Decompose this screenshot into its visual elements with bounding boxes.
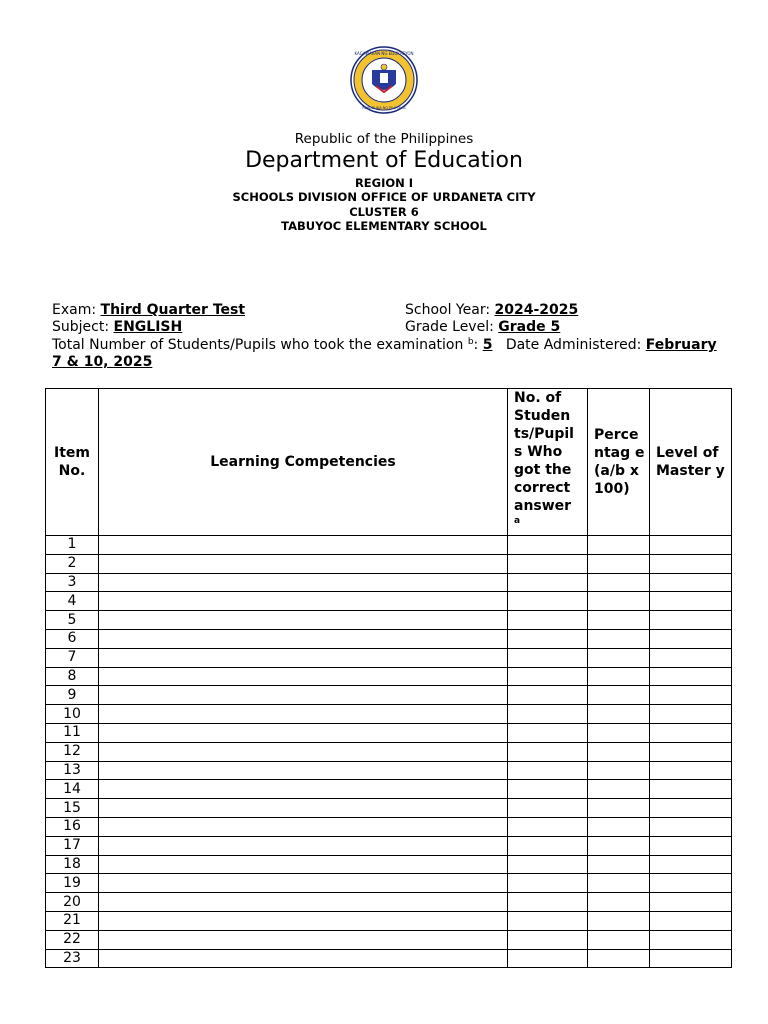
percentage-cell[interactable] [588,573,650,592]
item-number-cell: 2 [46,554,99,573]
mastery-level-cell[interactable] [650,629,732,648]
competency-cell[interactable] [99,536,508,555]
mastery-level-cell[interactable] [650,893,732,912]
mastery-level-cell[interactable] [650,780,732,799]
competency-cell[interactable] [99,799,508,818]
school-year-field [405,302,578,319]
table-row [46,799,732,818]
students-correct-cell[interactable] [508,536,588,555]
table-row [46,705,732,724]
table-row [46,611,732,630]
mastery-level-cell[interactable] [650,723,732,742]
date-administered-continuation [52,354,152,371]
percentage-cell[interactable] [588,723,650,742]
school-year-value: 2024-2025 [494,302,579,318]
percentage-cell[interactable] [588,592,650,611]
students-correct-cell[interactable] [508,611,588,630]
competency-table [45,388,732,968]
competency-cell[interactable] [99,817,508,836]
date-administered-label: Date Administered: [505,337,646,353]
subject-field [52,319,182,336]
percentage-cell[interactable] [588,554,650,573]
students-correct-cell[interactable] [508,723,588,742]
competency-cell[interactable] [99,629,508,648]
grade-level-label: Grade Level: [405,319,499,335]
table-row [46,648,732,667]
mastery-level-cell[interactable] [650,648,732,667]
cluster-heading: CLUSTER 6 [349,205,419,219]
table-row [46,723,732,742]
competency-cell[interactable] [99,686,508,705]
svg-text:KAGAWARAN NG EDUKASYON: KAGAWARAN NG EDUKASYON [354,51,414,56]
table-row [46,817,732,836]
competency-cell[interactable] [99,836,508,855]
students-correct-cell[interactable] [508,874,588,893]
exam-value: Third Quarter Test [100,302,246,318]
mastery-level-cell[interactable] [650,611,732,630]
item-number-cell: 8 [46,667,99,686]
competency-cell[interactable] [99,911,508,930]
table-row [46,667,732,686]
competency-cell[interactable] [99,742,508,761]
total-students-footnote: b [467,337,474,347]
item-number-cell: 22 [46,930,99,949]
percentage-cell[interactable] [588,911,650,930]
students-correct-cell[interactable] [508,911,588,930]
students-correct-cell[interactable] [508,705,588,724]
total-students-colon: : [473,337,483,353]
competency-cell[interactable] [99,573,508,592]
percentage-cell[interactable] [588,780,650,799]
item-number-cell: 13 [46,761,99,780]
mastery-level-header: Level of Master y [650,389,732,536]
item-number-cell: 6 [46,629,99,648]
table-row [46,573,732,592]
students-correct-cell[interactable] [508,817,588,836]
table-row [46,761,732,780]
competency-cell[interactable] [99,930,508,949]
item-number-cell: 21 [46,911,99,930]
percentage-cell[interactable] [588,648,650,667]
percentage-cell[interactable] [588,761,650,780]
mastery-level-cell[interactable] [650,761,732,780]
mastery-level-cell[interactable] [650,930,732,949]
percentage-cell[interactable] [588,667,650,686]
students-correct-cell[interactable] [508,648,588,667]
mastery-level-cell[interactable] [650,799,732,818]
svg-text:REPUBLIKA NG PILIPINAS: REPUBLIKA NG PILIPINAS [362,106,406,110]
students-correct-cell[interactable] [508,930,588,949]
students-correct-cell[interactable] [508,592,588,611]
table-row [46,592,732,611]
percentage-cell[interactable] [588,836,650,855]
total-students-label: Total Number of Students/Pupils who took the examination [52,337,468,353]
students-correct-cell[interactable] [508,742,588,761]
competency-cell[interactable] [99,554,508,573]
students-correct-cell[interactable] [508,629,588,648]
students-correct-header-text: No. of Studen ts/Pupil s Who got the correct answer [514,390,574,514]
students-correct-cell[interactable] [508,893,588,912]
item-number-cell: 12 [46,742,99,761]
competency-cell[interactable] [99,855,508,874]
table-row [46,893,732,912]
mastery-level-cell[interactable] [650,573,732,592]
mastery-level-cell[interactable] [650,667,732,686]
item-number-cell: 15 [46,799,99,818]
percentage-cell[interactable] [588,629,650,648]
students-correct-cell[interactable] [508,780,588,799]
item-header-line1: Item [54,445,90,461]
grade-level-field [405,319,560,336]
percentage-cell[interactable] [588,817,650,836]
item-number-cell: 19 [46,874,99,893]
table-row [46,686,732,705]
item-number-cell: 1 [46,536,99,555]
item-number-cell: 4 [46,592,99,611]
students-correct-cell[interactable] [508,686,588,705]
mastery-level-cell[interactable] [650,705,732,724]
date-administered-value-part1: February [645,337,717,353]
item-number-cell: 3 [46,573,99,592]
students-correct-cell[interactable] [508,761,588,780]
table-row [46,629,732,648]
students-correct-cell[interactable] [508,855,588,874]
department-title: Department of Education [245,148,523,173]
subject-value: ENGLISH [113,319,183,335]
item-number-cell: 10 [46,705,99,724]
competency-cell[interactable] [99,874,508,893]
exam-field [52,302,245,319]
table-row [46,874,732,893]
deped-seal-icon [350,46,418,114]
subject-label: Subject: [52,319,114,335]
competency-cell[interactable] [99,705,508,724]
students-correct-header [508,389,588,536]
competency-cell[interactable] [99,611,508,630]
table-body [46,536,732,968]
percentage-cell[interactable] [588,742,650,761]
table-header-row [46,389,732,536]
mastery-level-cell[interactable] [650,592,732,611]
item-number-cell: 18 [46,855,99,874]
table-row [46,911,732,930]
percentage-cell[interactable] [588,705,650,724]
item-number-cell: 16 [46,817,99,836]
item-number-cell: 7 [46,648,99,667]
mastery-level-cell[interactable] [650,554,732,573]
percentage-cell[interactable] [588,893,650,912]
date-administered-value-part2: 7 & 10, 2025 [52,354,153,370]
percentage-cell[interactable] [588,874,650,893]
percentage-cell[interactable] [588,799,650,818]
students-correct-cell[interactable] [508,949,588,968]
table-row [46,855,732,874]
mastery-level-cell[interactable] [650,949,732,968]
competency-cell[interactable] [99,780,508,799]
learning-competencies-header: Learning Competencies [99,389,508,536]
total-students-value: 5 [482,337,493,353]
item-number-cell: 11 [46,723,99,742]
percentage-cell[interactable] [588,611,650,630]
percentage-header: Perce ntag e (a/b x 100) [588,389,650,536]
table-row [46,742,732,761]
table-row [46,949,732,968]
mastery-level-cell[interactable] [650,911,732,930]
competency-cell[interactable] [99,667,508,686]
competency-cell[interactable] [99,761,508,780]
division-heading: SCHOOLS DIVISION OFFICE OF URDANETA CITY [232,190,536,204]
mastery-level-cell[interactable] [650,742,732,761]
exam-label: Exam: [52,302,101,318]
students-correct-cell[interactable] [508,836,588,855]
percentage-cell[interactable] [588,930,650,949]
item-number-cell: 9 [46,686,99,705]
percentage-cell[interactable] [588,536,650,555]
region-heading: REGION I [354,176,414,190]
item-no-header [46,389,99,536]
republic-heading: Republic of the Philippines [294,131,474,147]
mastery-level-cell[interactable] [650,874,732,893]
school-year-label: School Year: [405,302,495,318]
table-row [46,836,732,855]
percentage-cell[interactable] [588,855,650,874]
table-row [46,554,732,573]
students-correct-cell[interactable] [508,554,588,573]
percentage-cell[interactable] [588,949,650,968]
mastery-level-cell[interactable] [650,855,732,874]
mastery-level-cell[interactable] [650,836,732,855]
item-number-cell: 17 [46,836,99,855]
students-correct-cell[interactable] [508,573,588,592]
competency-cell[interactable] [99,648,508,667]
grade-level-value: Grade 5 [498,319,561,335]
percentage-cell[interactable] [588,686,650,705]
students-correct-cell[interactable] [508,667,588,686]
mastery-level-cell[interactable] [650,536,732,555]
school-heading: TABUYOC ELEMENTARY SCHOOL [281,219,487,233]
table-row [46,780,732,799]
mastery-level-cell[interactable] [650,817,732,836]
item-number-cell: 14 [46,780,99,799]
students-correct-footnote: a [514,516,521,526]
item-number-cell: 5 [46,611,99,630]
item-number-cell: 20 [46,893,99,912]
table-row [46,536,732,555]
item-header-line2: No. [58,463,86,479]
competency-cell[interactable] [99,949,508,968]
table-row [46,930,732,949]
students-correct-cell[interactable] [508,799,588,818]
competency-cell[interactable] [99,893,508,912]
mastery-level-cell[interactable] [650,686,732,705]
competency-cell[interactable] [99,723,508,742]
competency-cell[interactable] [99,592,508,611]
item-number-cell: 23 [46,949,99,968]
